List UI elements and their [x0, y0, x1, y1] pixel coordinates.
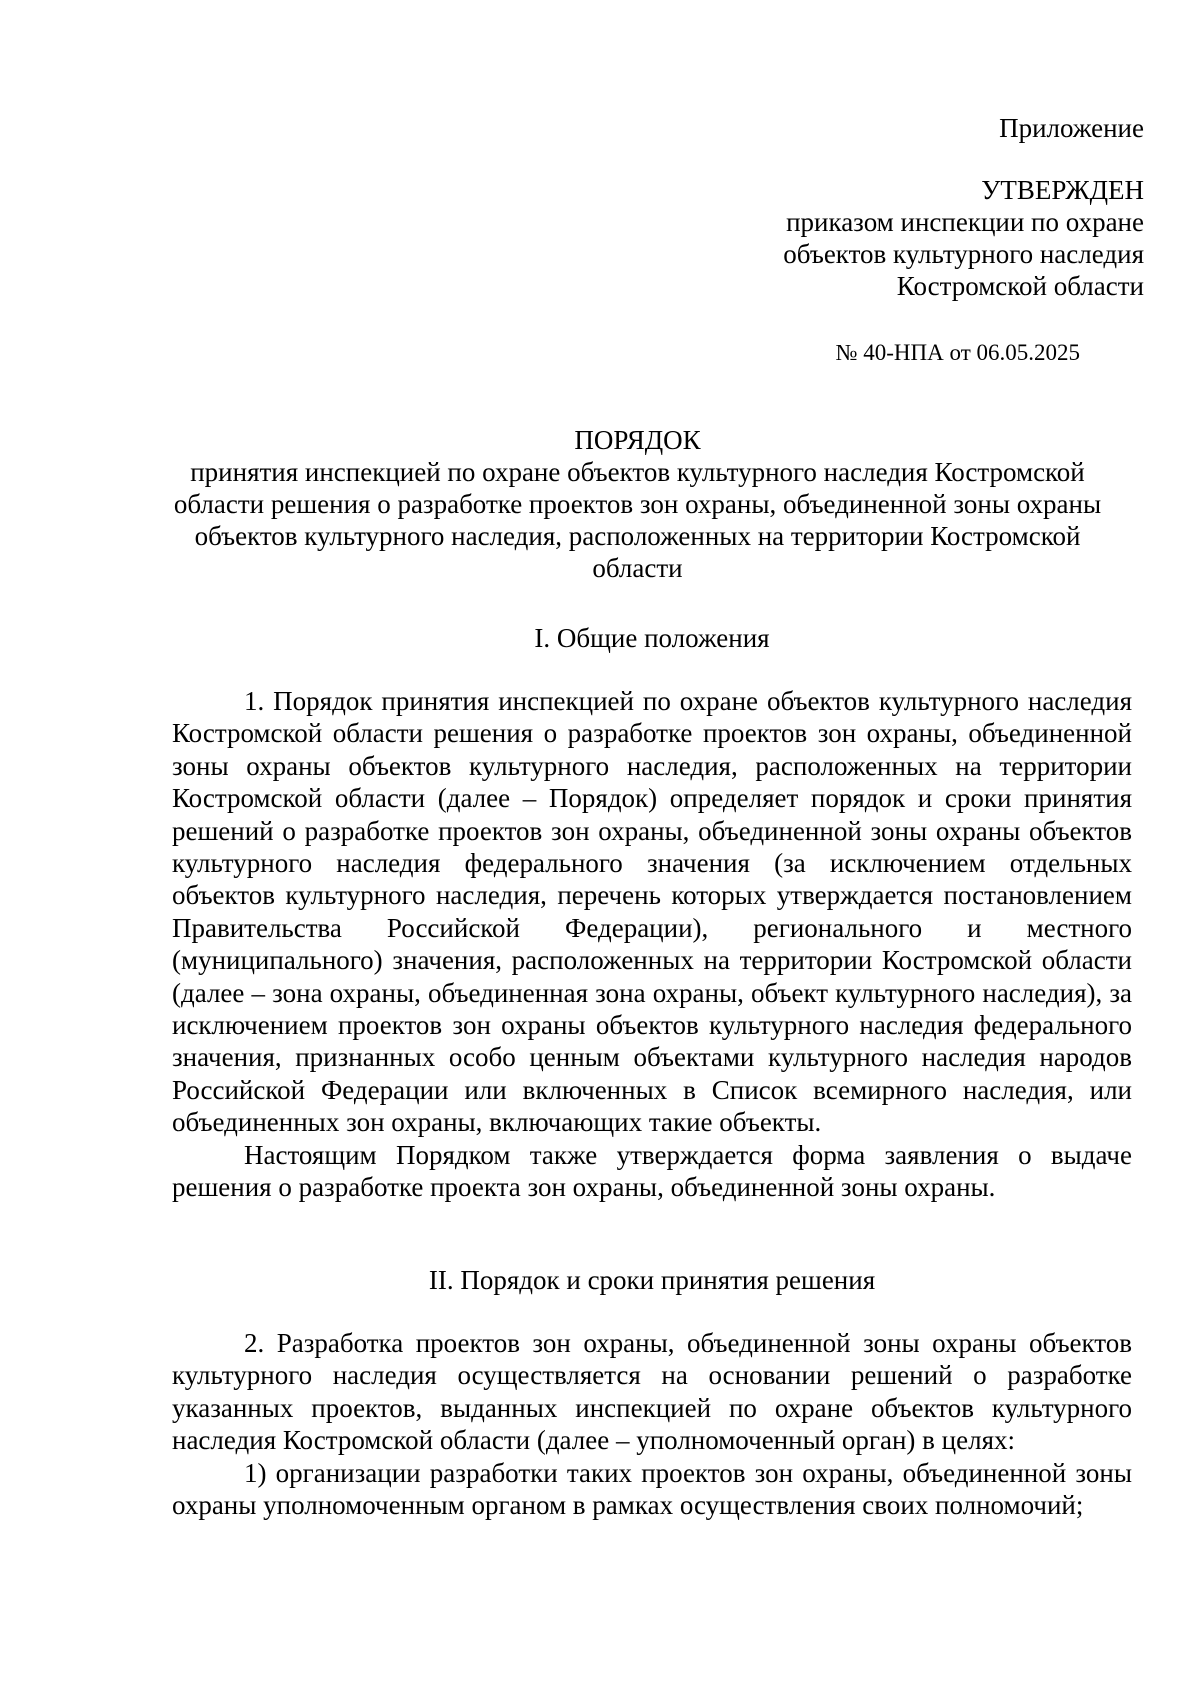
approval-block: [783, 112, 1144, 302]
paragraph: 1) организации разработки таких проектов зон охраны, объединенной зоны охраны уполномоченным органом в рамках осуществления своих полномочий;: [172, 1457, 1132, 1521]
section-body: [172, 1327, 1132, 1521]
approval-order-line: приказом инспекции по охране: [786, 207, 1144, 237]
approval-order-line: объектов культурного наследия: [783, 239, 1144, 269]
order-number: № 40-НПА от 06.05.2025: [835, 340, 1080, 365]
approved-label: УТВЕРЖДЕН: [981, 175, 1144, 205]
document-subtitle: принятия инспекцией по охране объектов культурного наследия Костромской области решения о разработке проектов зон охраны, объединенной зоны охраны объектов культурного наследия, расположенных на территории Костромской области: [173, 457, 1102, 583]
approval-order-line: Костромской области: [896, 271, 1144, 301]
section-body: [172, 685, 1132, 1204]
paragraph: 1. Порядок принятия инспекцией по охране объектов культурного наследия Костромской области решения о разработке проектов зон охраны, объединенной зоны охраны объектов культурного наследия, расположенных на территории Костромской области (далее – Порядок) определяет порядок и сроки принятия решений о разработке проектов зон охраны, объединенной зоны охраны объектов культурного наследия федерального значения (за исключением отдельных объектов культурного наследия, перечень которых утверждается постановлением Правительства Российской Федерации), регионального и местного (муниципального) значения, расположенных на территории Костромской области (далее – зона охраны, объединенная зона охраны, объект культурного наследия), за исключением проектов зон охраны объектов культурного наследия федерального значения, признанных особо ценным объектами культурного наследия народов Российской Федерации или включенных в Список всемирного наследия, или объединенных зон охраны, включающих такие объекты.: [172, 686, 1132, 1138]
section-heading: II. Порядок и сроки принятия решения: [428, 1265, 876, 1295]
document-title: ПОРЯДОК: [574, 425, 701, 455]
attachment-label: Приложение: [999, 113, 1144, 143]
section-heading: I. Общие положения: [534, 623, 770, 653]
paragraph: Настоящим Порядком также утверждается форма заявления о выдаче решения о разработке проекта зон охраны, объединенной зоны охраны.: [172, 1139, 1132, 1203]
paragraph: 2. Разработка проектов зон охраны, объединенной зоны охраны объектов культурного наследия осуществляется на основании решений о разработке указанных проектов, выданных инспекцией по охране объектов культурного наследия Костромской области (далее – уполномоченный орган) в целях:: [172, 1328, 1132, 1456]
document-title-block: [165, 424, 1110, 584]
